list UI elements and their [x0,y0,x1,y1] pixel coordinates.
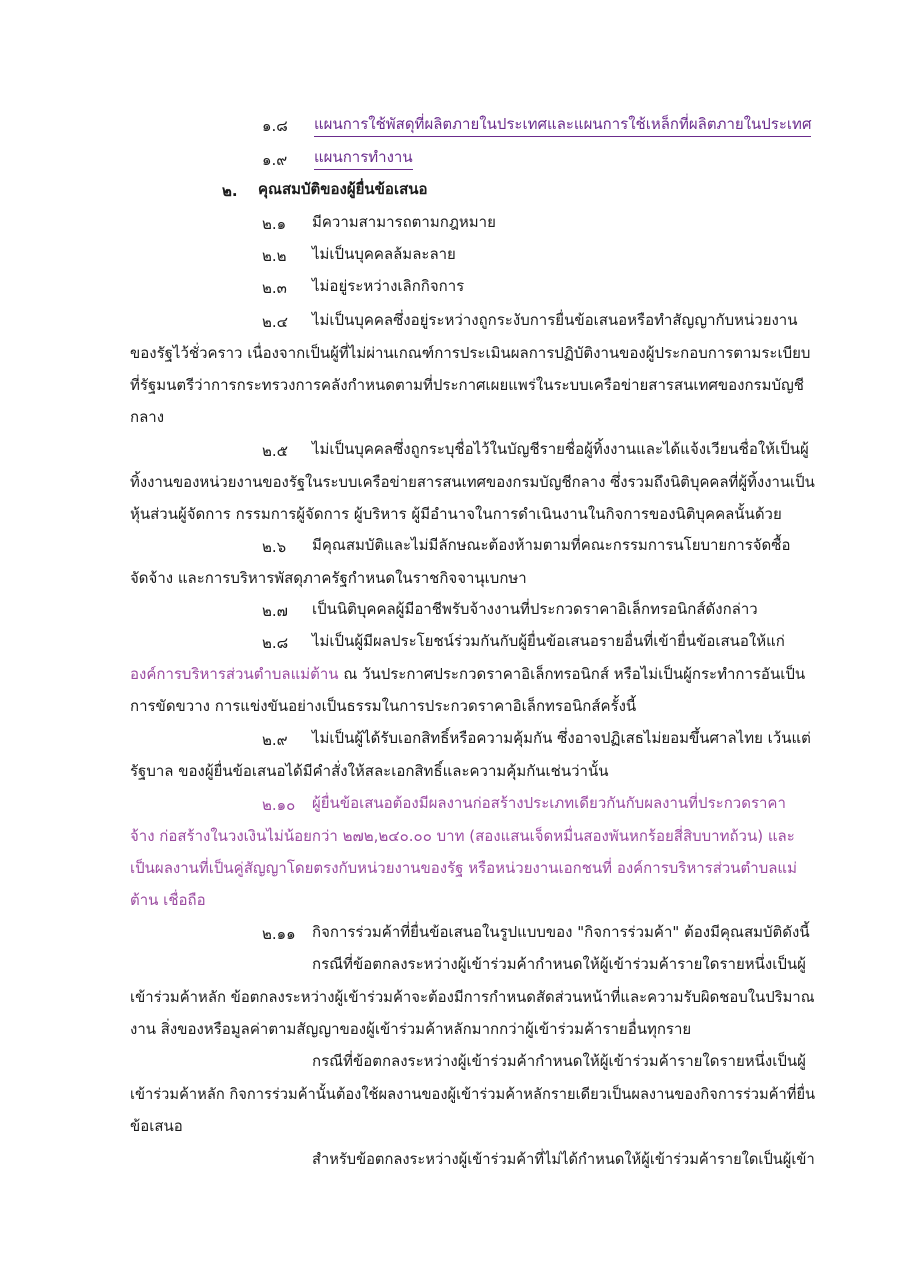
item-number: ๒.๙ [262,731,288,749]
item-text-highlighted: จ้าง ก่อสร้างในวงเงินไม่น้อยกว่า ๒๗๒,๒๔๐.๐๐ บาท (สองแสนเจ็ดหมื่นสองพันหกร้อยสี่สิบบาทถ้วน) และ [130,827,795,845]
item-text: การขัดขวาง การแข่งขันอย่างเป็นธรรมในการประกวดราคาอิเล็กทรอนิกส์ครั้งนี้ [130,697,637,715]
organization-name: องค์การบริหารส่วนตำบลแม่ต้าน [130,665,339,683]
item-text-highlighted: ต้าน เชื่อถือ [130,891,206,909]
item-text: งาน สิ่งของหรือมูลค่าตามสัญญาของผู้เข้าร่วมค้าหลักมากกว่าผู้เข้าร่วมค้ารายอื่นทุกราย [130,1020,692,1038]
item-text: ทิ้งงานของหน่วยงานของรัฐในระบบเครือข่ายสารสนเทศของกรมบัญชีกลาง ซึ่งรวมถึงนิติบุคคลที่ผู้ทิ้งงานเป็น [130,473,815,491]
item-number: ๑.๘ [262,117,288,135]
item-number: ๒.๔ [262,313,289,331]
item-number: ๒.๕ [262,442,289,460]
item-number: ๒.๑ [262,215,287,233]
item-number: ๒.๖ [262,538,287,556]
item-text: ณ วันประกาศประกวดราคาอิเล็กทรอนิกส์ หรือไม่เป็นผู้กระทำการอันเป็น [338,665,806,683]
item-text: ไม่เป็นบุคคลล้มละลาย [312,245,456,263]
item-text: มีความสามารถตามกฎหมาย [312,213,496,231]
item-text: เข้าร่วมค้าหลัก กิจการร่วมค้านั้นต้องใช้ผลงานของผู้เข้าร่วมค้าหลักรายเดียวเป็นผลงานของกิจการร่วมค้าที่ยื่น [130,1085,816,1103]
item-1-8-link[interactable]: แผนการใช้พัสดุที่ผลิตภายในประเทศและแผนการใช้เหล็กที่ผลิตภายในประเทศ [314,114,811,137]
item-text: กรณีที่ข้อตกลงระหว่างผู้เข้าร่วมค้ากำหนดให้ผู้เข้าร่วมค้ารายใดรายหนึ่งเป็นผู้ [312,955,806,973]
item-text-line [130,664,805,684]
item-text: ที่รัฐมนตรีว่าการกระทรวงการคลังกำหนดตามที่ประกาศเผยแพร่ในระบบเครือข่ายสารสนเทศของกรมบัญชี [130,376,804,394]
item-number: ๑.๙ [262,151,288,169]
item-number: ๒.๘ [262,634,289,652]
item-text: เป็นนิติบุคคลผู้มีอาชีพรับจ้างงานที่ประกวดราคาอิเล็กทรอนิกส์ดังกล่าว [312,600,758,618]
item-text: กลาง [130,408,165,426]
item-text: กรณีที่ข้อตกลงระหว่างผู้เข้าร่วมค้ากำหนดให้ผู้เข้าร่วมค้ารายใดรายหนึ่งเป็นผู้ [312,1052,806,1070]
item-text: ไม่เป็นบุคคลซึ่งถูกระบุชื่อไว้ในบัญชีรายชื่อผู้ทิ้งงานและได้แจ้งเวียนชื่อให้เป็นผู้ [312,440,809,458]
item-text: สำหรับข้อตกลงระหว่างผู้เข้าร่วมค้าที่ไม่ได้กำหนดให้ผู้เข้าร่วมค้ารายใดเป็นผู้เข้า [312,1150,815,1168]
item-text: จัดจ้าง และการบริหารพัสดุภาครัฐกำหนดในราชกิจจานุเบกษา [130,569,527,587]
item-text-highlighted: ผู้ยื่นข้อเสนอต้องมีผลงานก่อสร้างประเภทเดียวกันกับผลงานที่ประกวดราคา [312,794,786,812]
item-text: ไม่เป็นผู้มีผลประโยชน์ร่วมกันกับผู้ยื่นข้อเสนอรายอื่นที่เข้ายื่นข้อเสนอให้แก่ [312,632,785,650]
item-text: ไม่เป็นผู้ได้รับเอกสิทธิ์หรือความคุ้มกัน ซึ่งอาจปฏิเสธไม่ยอมขึ้นศาลไทย เว้นแต่ [312,729,811,747]
item-text: เข้าร่วมค้าหลัก ข้อตกลงระหว่างผู้เข้าร่วมค้าจะต้องมีการกำหนดสัดส่วนหน้าที่และความรับผิดชอบในปริมาณ [130,988,815,1006]
item-number: ๒.๑๐ [262,796,296,814]
item-text: ไม่อยู่ระหว่างเลิกกิจการ [312,277,465,295]
item-text: ของรัฐไว้ชั่วคราว เนื่องจากเป็นผู้ที่ไม่ผ่านเกณฑ์การประเมินผลการปฏิบัติงานของผู้ประกอบการตามระเบียบ [130,344,811,362]
item-text: ไม่เป็นบุคคลซึ่งอยู่ระหว่างถูกระงับการยื่นข้อเสนอหรือทำสัญญากับหน่วยงาน [312,311,798,329]
section-number: ๒. [222,182,238,200]
item-number: ๒.๗ [262,602,288,620]
item-number: ๒.๒ [262,247,287,265]
item-1-9-link[interactable]: แผนการทำงาน [314,147,413,170]
section-heading: คุณสมบัติของผู้ยื่นข้อเสนอ [258,180,428,198]
item-text: ข้อเสนอ [130,1117,183,1135]
item-number: ๒.๑๑ [262,925,296,943]
item-text: มีคุณสมบัติและไม่มีลักษณะต้องห้ามตามที่คณะกรรมการนโยบายการจัดซื้อ [312,536,791,554]
item-text-highlighted: เป็นผลงานที่เป็นคู่สัญญาโดยตรงกับหน่วยงานของรัฐ หรือหน่วยงานเอกชนที่ องค์การบริหารส่วนตำบลแม่ [130,859,797,877]
item-number: ๒.๓ [262,279,287,297]
item-text: หุ้นส่วนผู้จัดการ กรรมการผู้จัดการ ผู้บริหาร ผู้มีอำนาจในการดำเนินงานในกิจการของนิติบุคคลนั้นด้วย [130,505,782,523]
item-text: กิจการร่วมค้าที่ยื่นข้อเสนอในรูปแบบของ "กิจการร่วมค้า" ต้องมีคุณสมบัติดังนี้ [312,923,810,941]
item-text: รัฐบาล ของผู้ยื่นข้อเสนอได้มีคำสั่งให้สละเอกสิทธิ์และความคุ้มกันเช่นว่านั้น [130,762,609,780]
